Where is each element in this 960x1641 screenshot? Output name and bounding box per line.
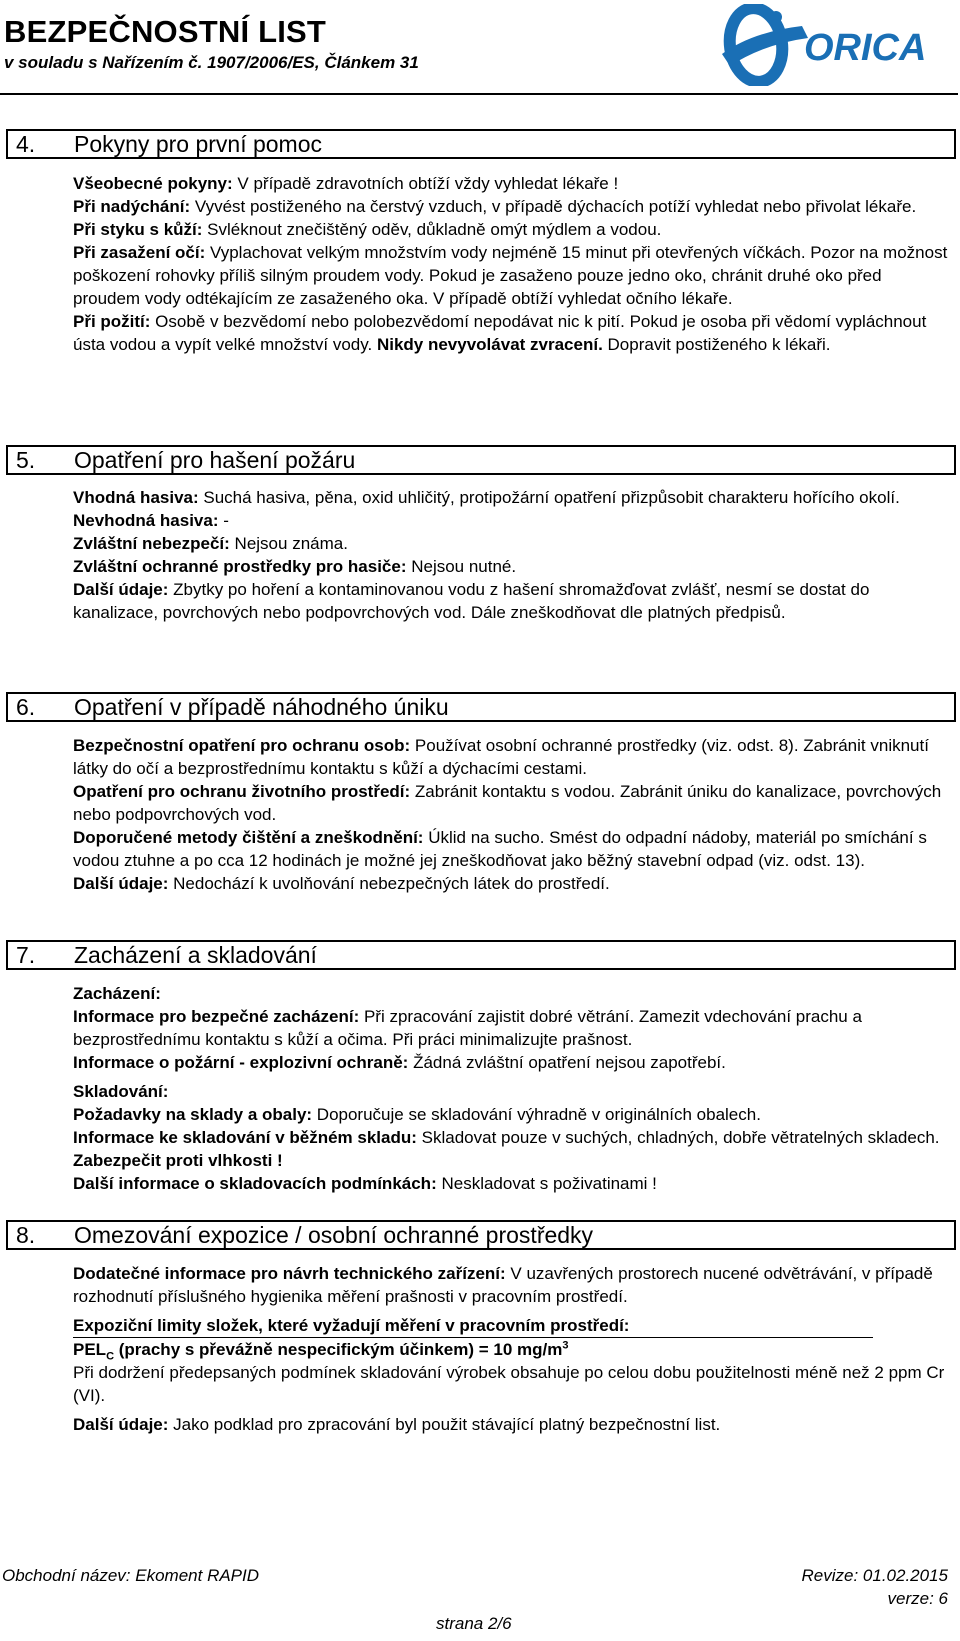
field-label: Bezpečnostní opatření pro ochranu osob: — [73, 736, 411, 755]
section-4-body — [73, 172, 953, 356]
field-label: Doporučené metody čištění a zneškodnění: — [73, 828, 424, 847]
field-label: Další údaje: — [73, 580, 169, 599]
field-text: Nedochází k uvolňování nebezpečných látek do prostředí. — [168, 874, 610, 893]
field-text: Vyvést postiženého na čerstvý vzduch, v případě dýchacích potíží vyhledat nebo přivolat lékaře. — [190, 197, 917, 216]
field-text: Zabránit kontaktu s vodou. Zabránit úniku do kanalizace, povrchových nebo podpovrchových vod. — [73, 782, 942, 824]
pel-label: PEL — [73, 1340, 107, 1359]
field-text: Dopravit postiženého k lékaři. — [602, 335, 831, 354]
pel-value: (prachy s převážně nespecifickým účinkem) = 10 mg/m — [114, 1340, 563, 1359]
section-5-body — [73, 486, 953, 624]
field-label: Další informace o skladovacích podmínkách: — [73, 1174, 437, 1193]
document-subtitle: v souladu s Nařízením č. 1907/2006/ES, Článkem 31 — [4, 53, 419, 72]
section-title: Zacházení a skladování — [74, 942, 317, 968]
field-label: Další údaje: — [73, 1415, 169, 1434]
section-number: 7. — [16, 942, 36, 968]
field-text: Při dodržení předepsaných podmínek skladování výrobek obsahuje po celou dobu použitelnosti méně než 2 ppm Cr (VI). — [73, 1363, 945, 1405]
field-label: Opatření pro ochranu životního prostředí: — [73, 782, 411, 801]
field-text: Nejsou známa. — [229, 534, 348, 553]
field-text: Vyplachovat velkým množstvím vody nejméně 15 minut při otevřených víčkách. Pozor na možnost poškození rohovky příliš silným proudem vody. Pokud je zasaženo pouze jedno oko, chránit druhé oko před proudem vody odtékajícím ze zasaženého oka. V případě obtíží vyhledat očního lékaře. — [73, 243, 948, 308]
header-divider — [0, 93, 958, 95]
footer-trade-name: Obchodní název: Ekoment RAPID — [2, 1566, 260, 1585]
field-emphasis: Nikdy nevyvolávat zvracení. — [376, 335, 603, 354]
section-title: Opatření pro hašení požáru — [74, 447, 356, 473]
section-number: 6. — [16, 694, 36, 720]
section-4-heading — [6, 129, 956, 159]
field-text: Nejsou nutné. — [406, 557, 517, 576]
section-6-heading — [6, 692, 956, 722]
field-label: Dodatečné informace pro návrh technického zařízení: — [73, 1264, 506, 1283]
section-7-body — [73, 982, 953, 1195]
field-label: Další údaje: — [73, 874, 169, 893]
field-label: Požadavky na sklady a obaly: — [73, 1105, 313, 1124]
field-label: Zvláštní nebezpečí: — [73, 534, 230, 553]
section-number: 4. — [16, 131, 36, 157]
section-number: 5. — [16, 447, 36, 473]
field-text: Jako podklad pro zpracování byl použit stávající platný bezpečnostní list. — [168, 1415, 721, 1434]
field-text: Zbytky po hoření a kontaminovanou vodu z hašení shromažďovat zvlášť, nesmí se dostat do kanalizace, povrchových nebo podpovrchových vod. Dále zneškodňovat dle platných předpisů. — [73, 580, 870, 622]
field-label: Všeobecné pokyny: — [73, 174, 233, 193]
document-title: BEZPEČNOSTNÍ LIST — [4, 14, 327, 49]
field-label: Při požití: — [73, 312, 151, 331]
section-6-body — [73, 734, 953, 895]
pel-subscript: C — [106, 1350, 115, 1363]
section-title: Omezování expozice / osobní ochranné prostředky — [74, 1222, 594, 1248]
field-label: Zvláštní ochranné prostředky pro hasiče: — [73, 557, 407, 576]
field-text: Neskladovat s poživatinami ! — [436, 1174, 657, 1193]
section-title: Pokyny pro první pomoc — [74, 131, 323, 157]
field-label: Informace ke skladování v běžném skladu: — [73, 1128, 417, 1147]
section-8-heading — [6, 1220, 956, 1250]
section-title: Opatření v případě náhodného úniku — [74, 694, 449, 720]
section-8-body — [73, 1262, 953, 1436]
field-text: - — [218, 511, 229, 530]
footer-revision: Revize: 01.02.2015 — [801, 1566, 948, 1585]
field-text: Svléknout znečištěný oděv, důkladně omýt mýdlem a vodou. — [202, 220, 662, 239]
field-text: V uzavřených prostorech nucené odvětrávání, v případě rozhodnutí příslušného hygienika měření prašnosti v pracovním prostředí. — [73, 1264, 933, 1306]
field-text: Úklid na sucho. Smést do odpadní nádoby, materiál po smíchání s vodou ztuhne a po cca 12 hodinách je možné jej zneškodňovat jako běžný stavební odpad (viz. odst. 13). — [73, 828, 927, 870]
footer-page-number: strana 2/6 — [436, 1614, 512, 1633]
field-emphasis: Zabezpečit proti vlhkosti ! — [73, 1151, 283, 1170]
field-text: Suchá hasiva, pěna, oxid uhličitý, protipožární opatření přizpůsobit charakteru hořícího okolí. — [198, 488, 900, 507]
field-text: Doporučuje se skladování výhradně v originálních obalech. — [312, 1105, 761, 1124]
field-label: Při styku s kůží: — [73, 220, 203, 239]
orica-logo-emblem — [722, 5, 808, 86]
footer-version: verze: 6 — [887, 1589, 948, 1608]
limits-heading: Expoziční limity složek, které vyžadují měření v pracovním prostředí: — [73, 1316, 630, 1335]
field-label: Informace pro bezpečné zacházení: — [73, 1007, 360, 1026]
field-text: Osobě v bezvědomí nebo polobezvědomí nepodávat nic k pití. Pokud je osoba při vědomí vypláchnout ústa vodou a vypít velké množství vody. — [73, 312, 927, 354]
subsection-heading: Zacházení: — [73, 984, 161, 1003]
section-5-heading — [6, 445, 956, 475]
field-label: Vhodná hasiva: — [73, 488, 199, 507]
field-text: Při zpracování zajistit dobré větrání. Zamezit vdechování prachu a bezprostřednímu kontaktu s kůží a očima. Při práci minimalizujte prašnost. — [73, 1007, 862, 1049]
section-number: 8. — [16, 1222, 36, 1248]
subsection-heading: Skladování: — [73, 1082, 169, 1101]
logo-wordmark: ORICA — [804, 27, 927, 69]
field-text: V případě zdravotních obtíží vždy vyhledat lékaře ! — [232, 174, 619, 193]
orica-logo — [712, 4, 956, 86]
section-7-heading — [6, 940, 956, 970]
field-text: Žádná zvláštní opatření nejsou zapotřebí. — [408, 1053, 726, 1072]
field-label: Informace o požární - explozivní ochraně: — [73, 1053, 409, 1072]
field-label: Při zasažení očí: — [73, 243, 206, 262]
field-text: Používat osobní ochranné prostředky (viz. odst. 8). Zabránit vniknutí látky do očí a bezprostřednímu kontaktu s kůží a dýchacími cestami. — [73, 736, 929, 778]
field-label: Při nadýchání: — [73, 197, 191, 216]
field-text: Skladovat pouze v suchých, chladných, dobře větratelných skladech. — [416, 1128, 940, 1147]
pel-superscript: 3 — [562, 1339, 569, 1352]
field-label: Nevhodná hasiva: — [73, 511, 219, 530]
